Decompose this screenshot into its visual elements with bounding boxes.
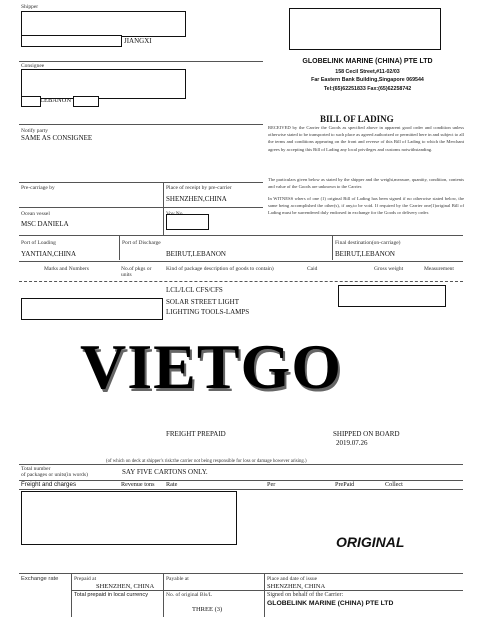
consignee-redaction	[21, 69, 186, 99]
place-date-value: SHENZHEN, CHINA	[267, 583, 326, 590]
voy-redaction	[166, 214, 209, 230]
payable-at-label: Payable at	[166, 576, 189, 582]
notify-label: Notify party	[21, 128, 49, 134]
terms-witness: In WITNESS whers of one (1) original Bill of Lading has been signed if no otherwise stated below, the same being accomplished the other(s), if any,to be void. If required by the Carrier one(1)original Bill of Lading must be surrendered duly endorsed in exchange for the Goods or delivery order.	[268, 196, 464, 216]
terms-particulars: The particulars given below as stated by the shipper and the weight,measure, quantity, condition, contents and value of the Goods are unknown to the Carrier.	[268, 177, 464, 190]
col-kind: Kind of package description of goods to contain)	[166, 266, 274, 272]
marks-redaction	[21, 298, 163, 320]
signed-label: Signed on behalf of the Carrier:	[267, 592, 344, 598]
pre-carriage-label: Pre-carriage by	[21, 185, 55, 191]
goods-line-3: LIGHTING TOOLS-LAMPS	[166, 308, 250, 316]
carrier-logo-redaction	[289, 8, 441, 50]
place-receipt-label: Place of receipt by pre-carrier	[166, 185, 232, 191]
carrier-address-2: Far Eastern Bank Building,Singapore 069544	[311, 77, 424, 83]
place-receipt-value: SHENZHEN,CHINA	[166, 195, 227, 203]
vessel-value: MSC DANIELA	[21, 220, 69, 228]
shipped-on-board: SHIPPED ON BOARD	[333, 430, 400, 438]
loading-value: YANTIAN,CHINA	[21, 250, 77, 258]
weight-redaction	[338, 285, 446, 307]
terms-received: RECEIVED by the Carrier the Goods as specified above in apparent good order and condition unless otherwise stated to be transported to such place as agreed authorized or permitted here in and subject to all the terms and conditions appearing on the front and reverse of this Bill of Lading to which the Merchant agrees by accepting this Bill of Lading any local privileges and customs notwithstanding.	[268, 125, 464, 152]
consignee-redaction-3	[73, 96, 99, 107]
col-measure: Measurement	[424, 266, 454, 272]
deck-note: (of which on deck at shipper's risk:the carrier not being responsible for loss or damage however arising.)	[106, 459, 307, 464]
charges-per: Per	[267, 481, 276, 488]
place-date-label: Place and date of issue	[267, 576, 318, 582]
shipper-redaction	[21, 11, 186, 37]
shipped-date: 2019.07.26	[336, 439, 368, 447]
col-gross: Gross weight	[374, 266, 404, 272]
loading-label: Port of Loading	[21, 240, 56, 246]
prepaid-at-label: Prepaid at	[74, 576, 97, 582]
charges-collect: Collect	[385, 481, 403, 488]
original-stamp: ORIGINAL	[336, 534, 405, 550]
charges-prepaid: PrePaid	[335, 481, 355, 488]
consignee-redaction-2	[21, 96, 41, 107]
charges-freight: Freight and charges	[21, 481, 77, 488]
carrier-name: GLOBELINK MARINE (CHINA) PTE LTD	[302, 58, 433, 65]
col-marks: Marks and Numbers	[44, 266, 89, 272]
num-original-label: No. of original Bls/L	[166, 592, 213, 598]
carrier-address-1: 158 Cecil Street,#11-02/03	[335, 69, 400, 75]
total-label-1: Total number	[21, 466, 51, 472]
carrier-phone: Tel:(65)62251833 Fax:(65)62258742	[323, 86, 412, 92]
num-original-value: THREE (3)	[192, 606, 223, 613]
signed-value: GLOBELINK MARINE (CHINA) PTE LTD	[267, 600, 394, 607]
total-label-2: of packages or units(in words)	[21, 472, 88, 478]
consignee-location: LEBANON	[40, 97, 72, 104]
charges-revenue: Revenue tons	[121, 481, 155, 488]
final-dest-value: BEIRUT,LEBANON	[335, 250, 395, 258]
total-prepaid-label: Total prepaid in local currency	[74, 592, 148, 598]
col-caid: Caid	[307, 266, 318, 272]
col-pkgs: No.of pkgs or units	[121, 266, 152, 278]
discharge-value: BEIRUT,LEBANON	[166, 250, 226, 258]
notify-value: SAME AS CONSIGNEE	[21, 134, 93, 142]
shipper-label: Shipper	[21, 4, 39, 10]
prepaid-at-value: SHENZHEN, CHINA	[96, 583, 155, 590]
consignee-label: Consignee	[21, 63, 45, 69]
charges-rate: Rate	[166, 481, 178, 488]
watermark: VIETGO	[80, 331, 343, 402]
shipper-location: JIANGXI	[124, 37, 152, 45]
shipper-redaction-2	[21, 35, 122, 47]
exchange-label: Exchange rate	[21, 576, 59, 582]
discharge-label: Port of Discharge	[122, 240, 161, 246]
goods-line-2: SOLAR STREET LIGHT	[166, 298, 239, 306]
doc-title: BILL OF LADING	[320, 114, 394, 124]
final-dest-label: Final destination(on-carriage)	[335, 240, 401, 246]
vessel-label: Ocean vessel	[21, 211, 50, 217]
freight-prepaid: FREIGHT PREPAID	[166, 430, 226, 438]
goods-line-1: LCL/LCL CFS/CFS	[166, 286, 223, 294]
total-value: SAY FIVE CARTONS ONLY.	[122, 468, 208, 476]
charges-redaction	[21, 491, 237, 545]
